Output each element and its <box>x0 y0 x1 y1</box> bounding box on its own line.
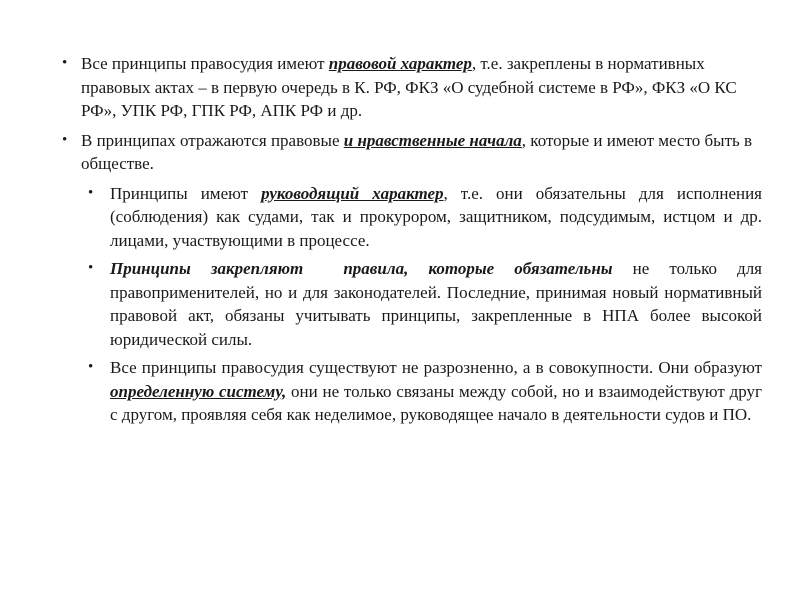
bullet-item <box>62 129 762 176</box>
bullet-icon: • <box>88 359 94 375</box>
item-text: В принципах отражаются правовые <box>81 130 344 150</box>
bullet-item <box>62 52 762 123</box>
bullet-icon: • <box>62 55 68 71</box>
item-text: Принципы имеют <box>110 183 262 203</box>
item-text: , которые и имеют место быть в обществе. <box>81 130 753 173</box>
item-emphasis: руководящий характер <box>261 183 444 203</box>
item-text: , т.е. они обязательны для исполнения (соблюдения) как судами, так и прокурором, защитником, подсудимым, истцом и др. лицами, участвующими в процессе. <box>110 183 763 250</box>
sub-bullet-item <box>88 182 762 253</box>
item-emphasis: правовой характер <box>328 54 472 73</box>
bullet-icon: • <box>88 260 94 276</box>
item-text: не только для правоприменителей, но и для законодателей. Последние, принимая новый нормативный правовой акт, обязаны учитывать принципы, закрепленные в НПА более высокой юридической силы. <box>110 259 762 349</box>
item-text: Все принципы правосудия существуют не разрозненно, а в совокупности. Они образуют <box>110 358 762 377</box>
item-emphasis: определенную систему, <box>110 381 287 401</box>
sub-bullet-item <box>88 356 762 427</box>
item-text: , т.е. закреплены в нормативных правовых актах – в первую очередь в К. РФ, ФКЗ «О судебной системе в РФ», ФКЗ «О КС РФ», УПК РФ, ГПК РФ, АПК РФ и др. <box>81 54 737 120</box>
bullet-icon: • <box>62 131 68 148</box>
item-emphasis: Принципы закрепляют правила, которые обязательны <box>110 259 613 278</box>
item-text: они не только связаны между собой, но и взаимодействуют друг с другом, проявляя себя как неделимое, руководящее начало в деятельности судов и ПО. <box>110 381 762 424</box>
sub-bullet-item <box>88 257 762 351</box>
item-text: Все принципы правосудия имеют <box>81 54 329 73</box>
item-emphasis: и нравственные начала <box>343 130 522 150</box>
bullet-icon: • <box>88 184 94 201</box>
slide-content <box>62 52 762 432</box>
